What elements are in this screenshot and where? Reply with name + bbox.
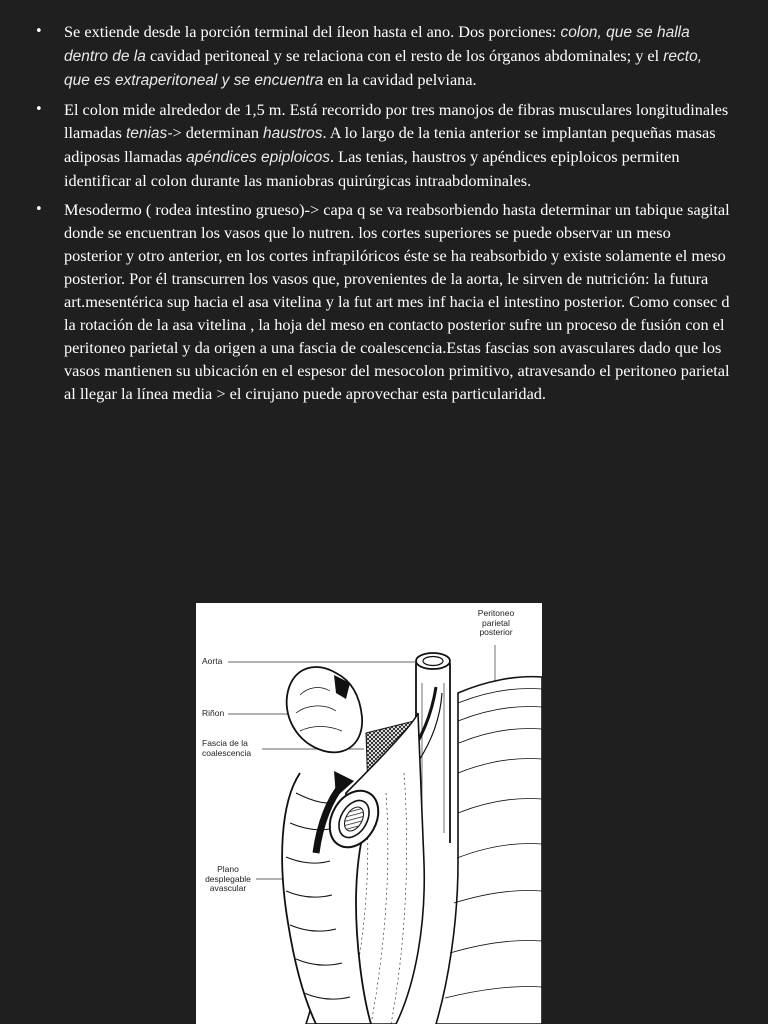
bullet-item (32, 198, 732, 405)
bullet-list (32, 20, 732, 411)
italic-text-run: tenias- (125, 125, 173, 142)
bullet-dot-icon: • (35, 102, 43, 117)
bullet-dot-icon: • (35, 24, 43, 39)
label-aorta: Aorta (202, 656, 223, 666)
bullet-dot-icon: • (35, 202, 43, 217)
bullet-item (32, 20, 732, 92)
italic-text-run: apéndices epiploicos (186, 149, 330, 166)
label-fascia: Fascia de la coalescencia (202, 738, 252, 758)
anatomy-figure (196, 603, 542, 1024)
text-run: El colon mide alrededor de 1,5 m. Está recorrido por tres manojos de fibras musculares longitudinales llamadas (64, 100, 729, 142)
bullet-text (64, 200, 730, 403)
text-run: Mesodermo ( rodea intestino grueso)-> capa q se va reabsorbiendo hasta determinar un tabique sagital donde se encuentran los vasos que lo nutren. los cortes superiores se puede observar un meso posterior y otro anterior, en los cortes infrapilóricos éste se ha reabsorbido y existe solamente el meso posterior. Por él transcurren los vasos que, provenientes de la aorta, le sirven de nutrición: la futura art.mesentérica sup hacia el asa vitelina y la fut art mes inf hacia el intestino posterior. Como consec d la rotación de la asa vitelina , la hoja del meso en contacto posterior sufre un proceso de fusión con el peritoneo parietal y da origen a una fascia de coalescencia.Estas fascias son avasculares dado que los vasos mantienen su ubicación en el espesor del mesocolon primitivo, atravesando el peritoneo parietal al llegar la línea media > el cirujano puede aprovechar esta particularidad. (64, 200, 730, 403)
text-run: . A lo largo de la tenia anterior se implantan pequeñas masas adiposas llamadas (64, 123, 716, 166)
colon-illustration (196, 603, 542, 1024)
bullet-text (64, 100, 728, 190)
text-run: > determinan (172, 123, 264, 142)
italic-text-run: recto, que es extraperitoneal y se encuentra (64, 48, 702, 89)
label-peritoneo: Peritoneo parietal posterior (477, 608, 515, 637)
italic-text-run: haustros (263, 125, 323, 142)
text-run: . Las tenias, haustros y apéndices epiploicos permiten identificar al colon durante las maniobras quirúrgicas intraabdominales. (64, 147, 680, 190)
text-run: Se extiende desde la porción terminal del íleon hasta el ano. Dos porciones: (64, 22, 561, 41)
text-run: en la cavidad pelviana. (323, 70, 477, 89)
label-plano: Plano desplegable avascular (205, 864, 251, 893)
bullet-text (64, 22, 702, 89)
bullet-item (32, 98, 732, 192)
italic-text-run: colon, que se halla dentro de la (64, 24, 690, 65)
label-rinon: Riñon (202, 708, 225, 718)
text-run: cavidad peritoneal y se relaciona con el resto de los órganos abdominales; y el (145, 46, 664, 65)
